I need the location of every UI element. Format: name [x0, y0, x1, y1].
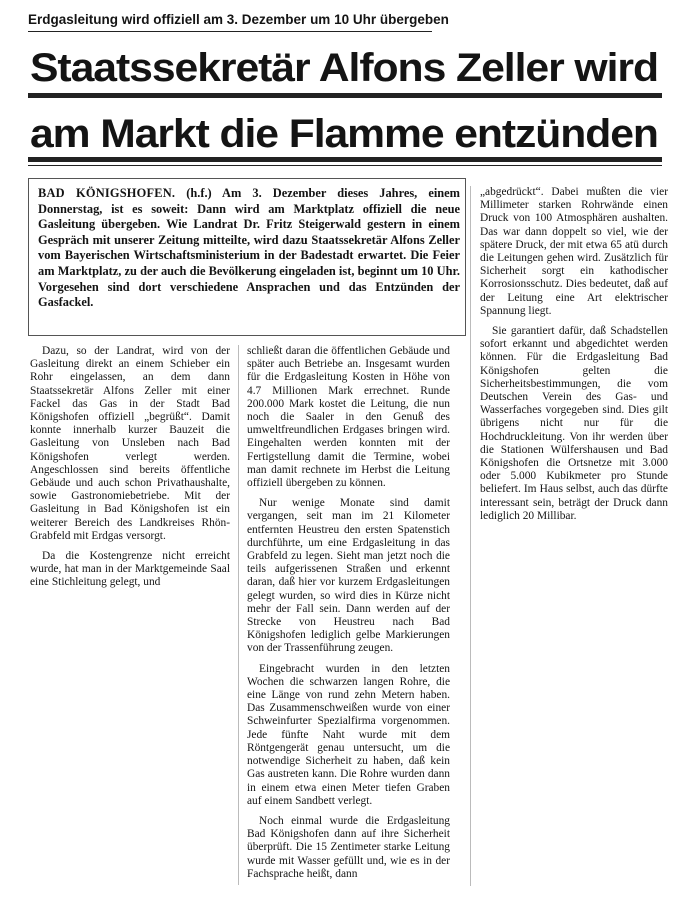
article-paragraph: „abgedrückt“. Dabei mußten die vier Millimeter starken Rohrwände einen Druck von 100 Atmosphären aushalten. Das war dann doppelt so viel, wie der spätere Druck, der mit etwa 65 atü durch die Leitungen gehen wird. Zusätzlich für Sicherheit sorgt ein kathodischer Korrosionsschutz. Dies bedeutet, daß auf der Leitung eine Art elektrischer Spannung liegt.	[480, 186, 668, 317]
article-column-3	[480, 186, 668, 530]
article-paragraph: Eingebracht wurden in den letzten Wochen die schwarzen langen Rohre, die eine Länge von rund zehn Metern haben. Das Zusammenschweißen wurde von einer Schweinfurter Spezialfirma vorgenommen. Jede fünfte Naht wurde mit dem Röntgengerät genau untersucht, um die notwendige Sicherheit zu haben, daß kein Gas austreten kann. Die Rohre wurden dann in einem etwa einen Meter tiefen Graben auf einem Sandbett verlegt.	[247, 662, 450, 807]
headline-rule-3	[28, 165, 662, 166]
article-paragraph: Sie garantiert dafür, daß Schadstellen sofort erkannt und abgedichtet werden können. Für die Erdgasleitung Bad Königshofen gelten die Sicherheitsbestimmungen, die vom Deutschen Verein des Gas- und Wasserfaches vorgegeben sind. Dies gilt übrigens nicht nur für die Hochdruckleitung. Von ihr werden über die Stationen Wülfershausen und Bad Königshofen die Ortsnetze mit 3.000 oder 5.000 Kubikmeter pro Stunde beliefert. Im Haus selbst, auch das dürfte interessant sein, beträgt der Druck dann lediglich 20 Millibar.	[480, 325, 668, 522]
headline-rule-2	[28, 157, 662, 162]
lead-paragraph	[38, 186, 460, 311]
article-paragraph: Da die Kostengrenze nicht erreicht wurde, hat man in der Marktgemeinde Saal eine Stichleitung gelegt, und	[30, 550, 230, 589]
column-divider-2	[470, 186, 471, 886]
kicker-underline	[28, 31, 432, 32]
headline-line-2: am Markt die Flamme entzünden	[30, 112, 658, 156]
column-divider-1	[238, 345, 239, 885]
headline-line-1: Staatssekretär Alfons Zeller wird	[30, 46, 658, 90]
article-paragraph: schließt daran die öffentlichen Gebäude und später auch Betriebe an. Insgesamt wurden für die Erdgasleitung Kosten in Höhe von 4.7 Millionen Mark errechnet. Runde 200.000 Mark kostet die Leitung, die nun noch die Saaler in den Genuß des umweltfreundlichen Erdgases bringen wird. Eingehalten werden konnten mit der Fertigstellung damit die Termine, wobei man damit rechnete im Herbst die Leitung offiziell übergeben zu können.	[247, 345, 450, 490]
lead-dateline: BAD KÖNIGSHOFEN.	[38, 186, 176, 200]
lead-text: (h.f.) Am 3. Dezember dieses Jahres, einem Donnerstag, ist es soweit: Dann wird am Marktplatz offiziell die neue Gasleitung übergeben. Wie Landrat Dr. Fritz Steigerwald gestern in einem Gespräch mit unserer Zeitung mitteilte, wird dazu Staatssekretär Alfons Zeller vom Bayerischen Wirtschaftsministerium in der Badestadt erwartet. Die Feier am Marktplatz, zu der auch die Bevölkerung eingeladen ist, beginnt um 10 Uhr. Vorgesehen sind dort verschiedene Ansprachen und das Entzünden der Gasfackel.	[38, 186, 460, 310]
article-paragraph: Noch einmal wurde die Erdgasleitung Bad Königshofen dann auf ihre Sicherheit überprüft. Die 15 Zentimeter starke Leitung wurde mit Wasser gefüllt und, wie es in der Fachsprache heißt, dann	[247, 814, 450, 880]
kicker-line: Erdgasleitung wird offiziell am 3. Dezember um 10 Uhr übergeben	[28, 12, 449, 27]
article-column-1	[30, 345, 230, 597]
headline-rule-1	[28, 93, 662, 98]
article-paragraph: Nur wenige Monate sind damit vergangen, seit man im 21 Kilometer entfernten Heustreu den ersten Spatenstich durchführte, um eine Erdgasleitung in das Grabfeld zu legen. Sieht man jetzt noch die teils aufgerissenen Straßen und erkennt daran, daß hier vor kurzem Erdgasleitungen gelegt wurden, so wird dies in Kürze nicht mehr der Fall sein. Dann werden auf der Strecke von Heustreu nach Bad Königshofen lediglich gelbe Markierungen von der Trassenführung zeugen.	[247, 497, 450, 655]
article-column-2	[247, 345, 450, 888]
article-paragraph: Dazu, so der Landrat, wird von der Gasleitung direkt an einem Schieber ein Rohr eingelassen, an dem dann Staatssekretär Alfons Zeller mit einer Fackel das Gas in der Stadt Bad Königshofen offiziell „begrüßt“. Damit konnte innerhalb kurzer Bauzeit die Gasleitung von Unsleben nach Bad Königshofen verlegt werden. Angeschlossen sind bereits öffentliche Gebäude und auch schon Privathaushalte, sowie Gastronomiebetriebe. Mit der Gasleitung in Bad Königshofen ist ein weiterer Bereich des Landkreises Rhön-Grabfeld mit Erdgas versorgt.	[30, 345, 230, 542]
